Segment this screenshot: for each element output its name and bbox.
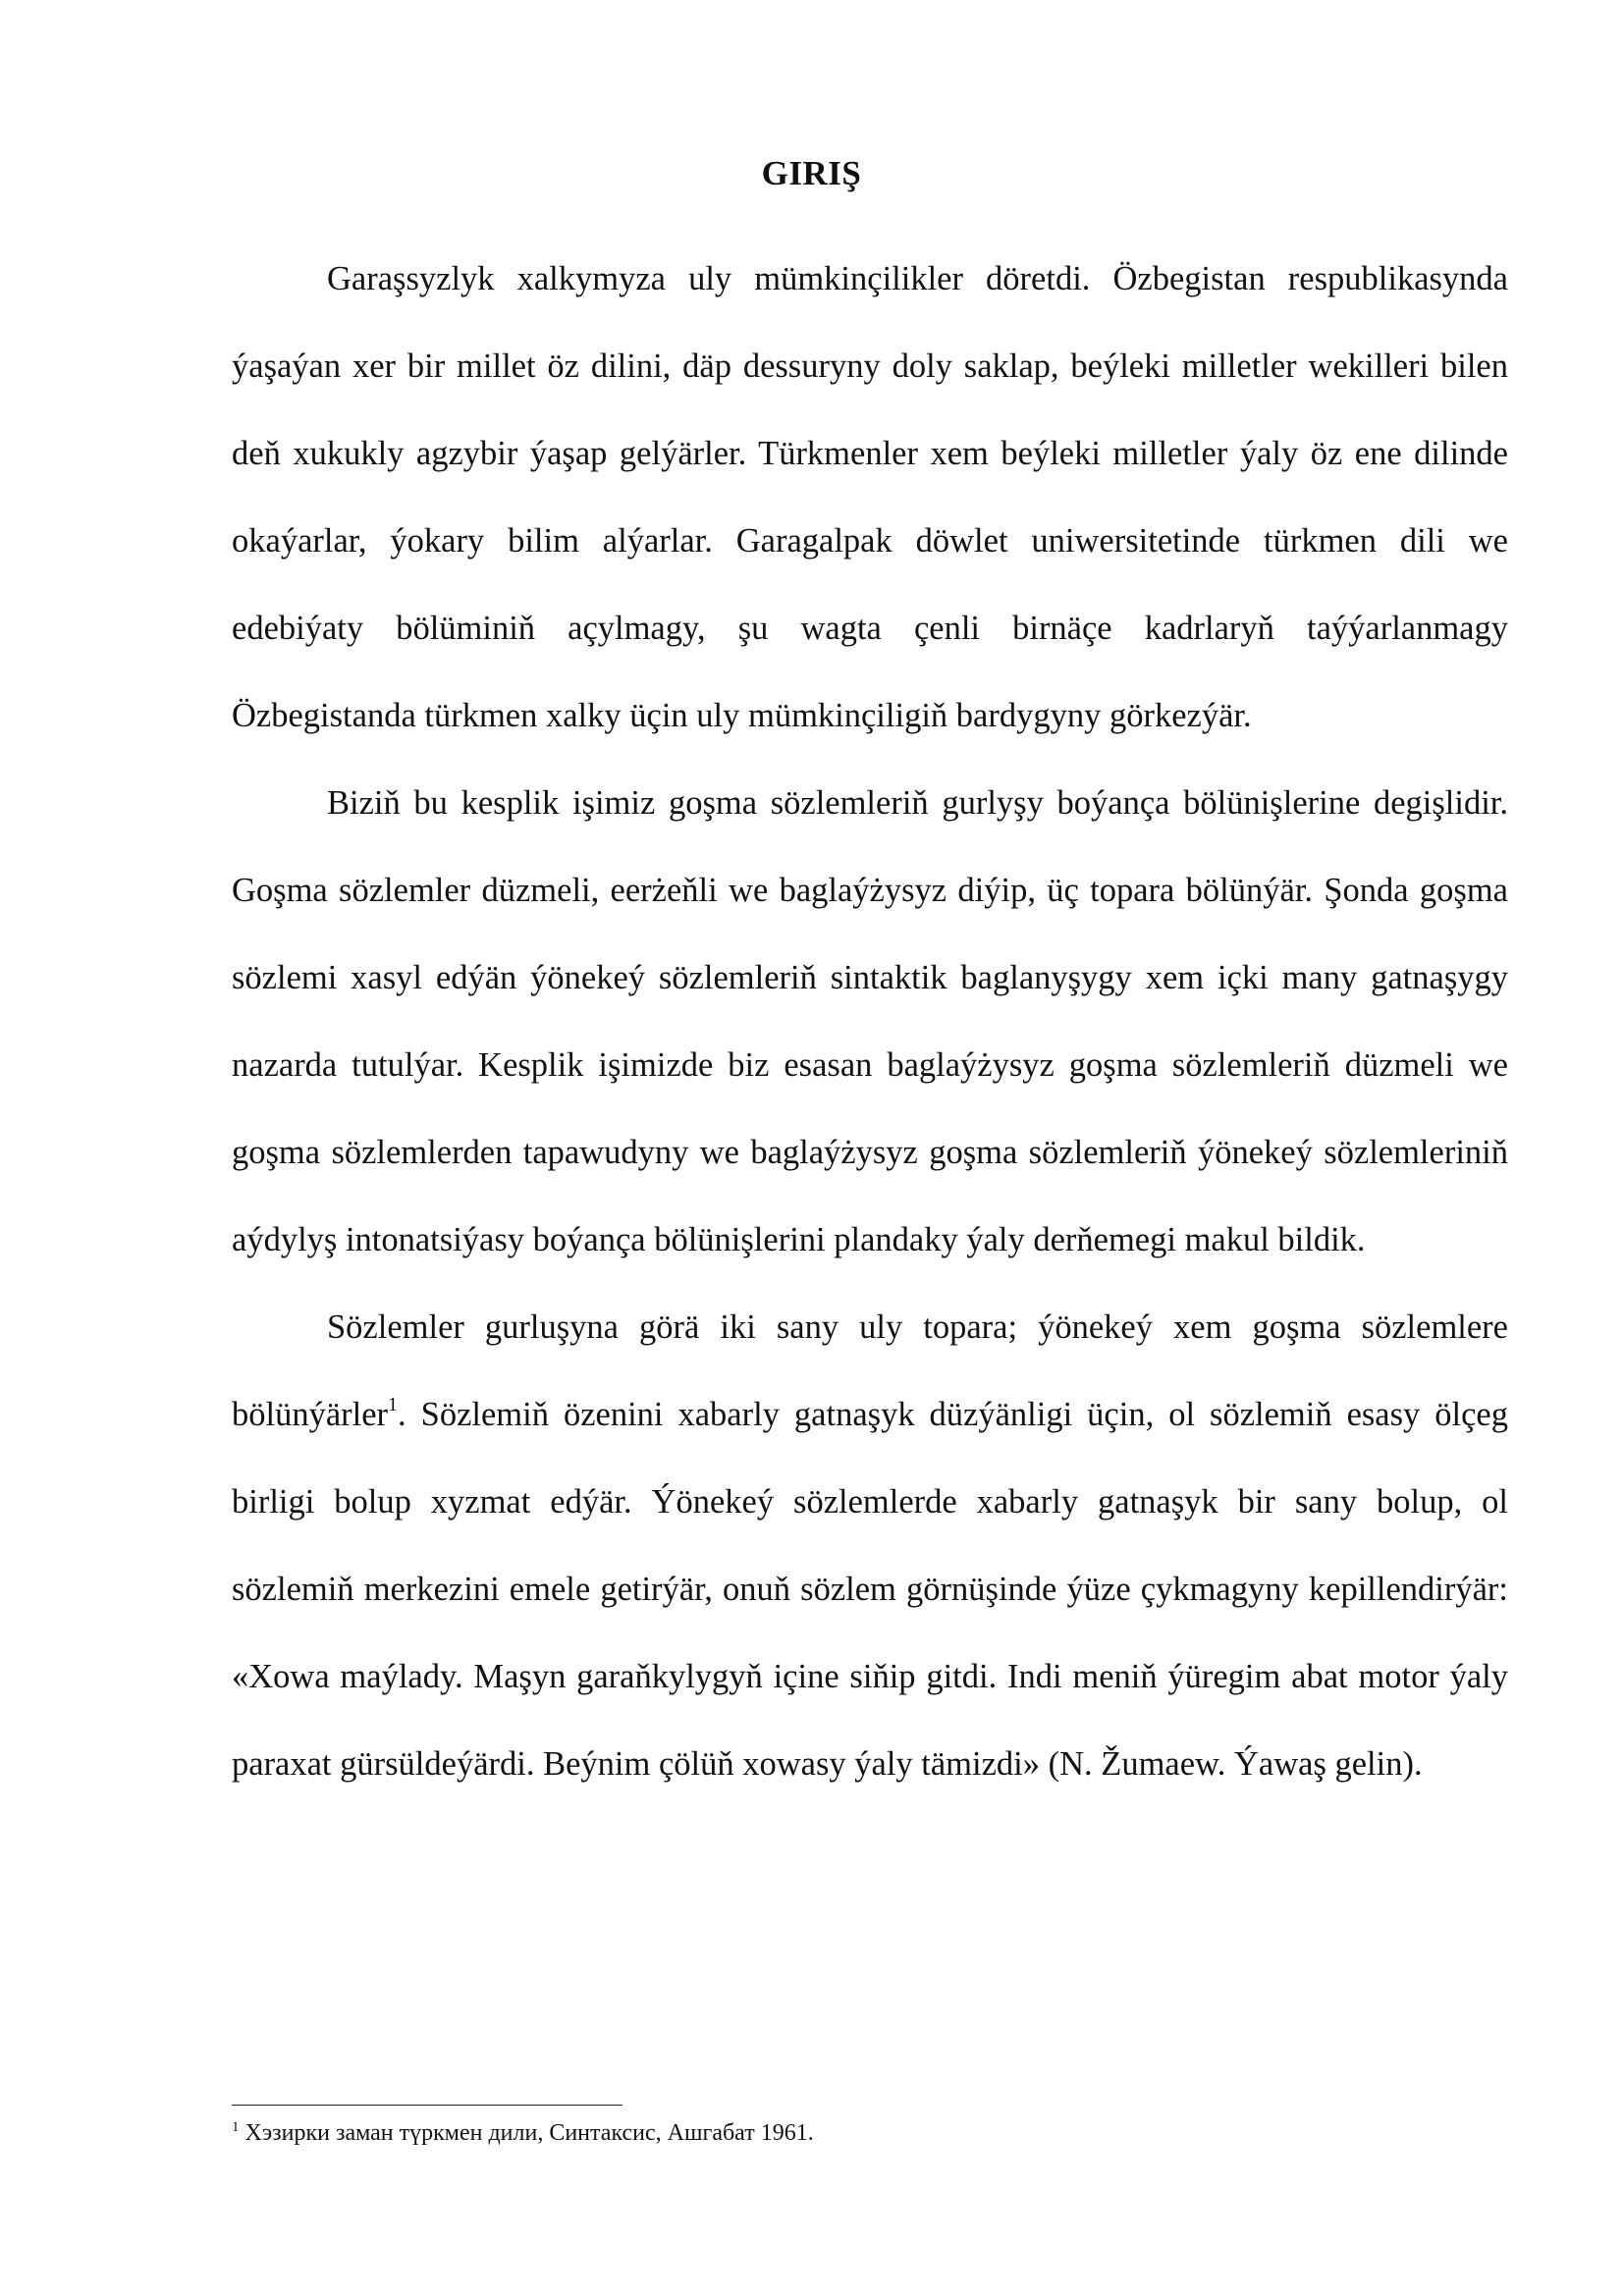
footnote [232,2116,814,2150]
page-title: GIRIŞ [761,154,862,192]
footnote-separator [232,2105,622,2106]
document-body [232,236,1508,1808]
paragraph-1: Garaşsyzlyk xalkymyza uly mümkinçilikler döretdi. Özbegistan respublikasynda ýaşaýan xer bir millet öz dilini, däp dessuryny doly saklap, beýleki milletler wekilleri bilen deň xukukly agzybir ýaşap gelýärler. Türkmenler xem beýleki milletler ýaly öz ene dilinde okaýarlar, ýokary bilim alýarlar. Garagalpak döwlet uniwersitetinde türkmen dili we edebiýaty bölüminiň açylmagy, şu wagta çenli birnäçe kadrlaryň taýýarlanmagy Özbegistanda türkmen xalky üçin uly mümkinçiligiň bardygyny görkezýär. [232,260,1508,734]
paragraph-3 [232,1284,1508,1808]
paragraph-2: Biziň bu kesplik işimiz goşma sözlemleriň gurlyşy boýança bölünişlerine degişlidir. Goşma sözlemler düzmeli, eerżeňli we baglaýżysyz diýip, üç topara bölünýär. Şonda goşma sözlemi xasyl edýän ýönekeý sözlemleriň sintaktik baglanyşygy xem içki many gatnaşygy nazarda tutulýar. Kesplik işimizde biz esasan baglaýżysyz goşma sözlemleriň düzmeli we goşma sözlemlerden tapawudyny we baglaýżysyz goşma sözlemleriň ýönekeý sözlemleriniň aýdylyş intonatsiýasy boýança bölünişlerini plandaky ýaly derňemegi makul bildik. [232,784,1508,1258]
footnote-text: Хэзирки заман түркмен дили, Синтаксис, Ашгабат 1961. [239,2120,814,2146]
paragraph-3-text-after-note: . Sözlemiň özenini xabarly gatnaşyk düzýänligi üçin, ol sözlemiň esasy ölçeg birligi bolup xyzmat edýär. Ýönekeý sözlemlerde xabarly gatnaşyk bir sany bolup, ol sözlemiň merkezini emele getirýär, onuň sözlem görnüşinde ýüze çykmagyny kepillendirýär: «Xowa maýlady. Maşyn garaňkylygyň içine siňip gitdi. Indi meniň ýüregim abat motor ýaly paraxat gürsüldeýärdi. Beýnim çölüň xowasy ýaly tämizdi» (N. Žumaew. Ýawaş gelin). [232,1396,1508,1783]
footnote-mark: 1 [232,2119,240,2135]
footnote-reference[interactable]: 1 [388,1394,399,1415]
paragraph-3-text-before-note: Sözlemler gurluşyna görä iki sany uly topara; ýönekeý xem goşma sözlemlere bölünýärler [232,1308,1508,1433]
